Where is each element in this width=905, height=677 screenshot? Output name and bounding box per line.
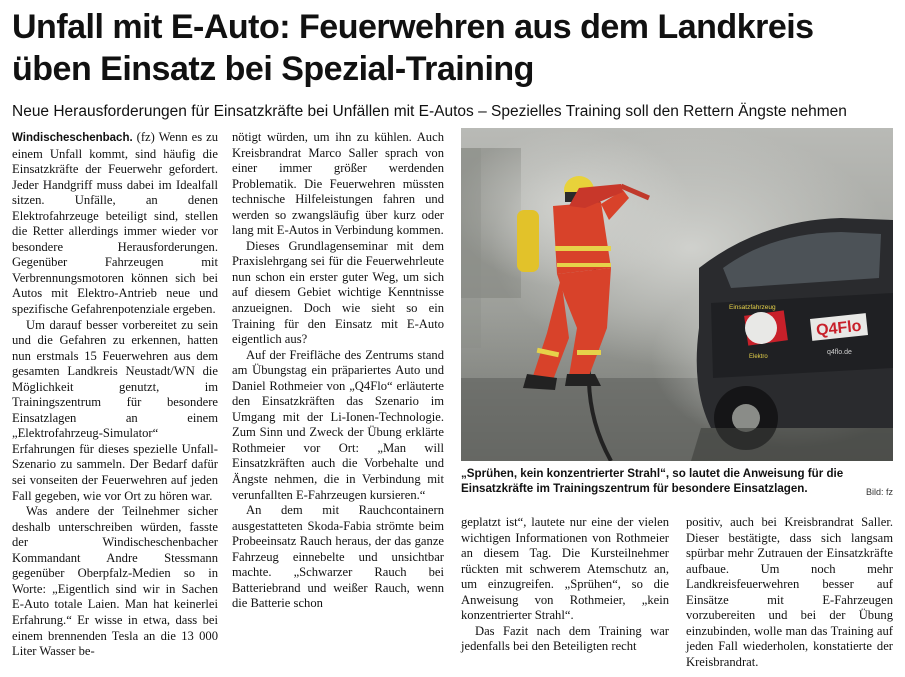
paragraph: Auf der Freifläche des Zentrums stand am Übungstag ein präpariertes Auto und Daniel Rothmeier von „Q4Flo“ erläuterte den Einsatzkräften das Szenario im Umgang mit der Li-Ionen-Technologie. Zum Sinn und Zweck der Übung erklärte Rothmeier vor Ort: „Man will Einsatzkräften auch die Vorbehalte und Ängste nehmen, die in Verbindung mit verunfallten E-Fahrzeugen kursieren.“ xyxy=(232,347,444,502)
car-side-text-2: Elektro xyxy=(749,354,768,360)
photo-credit: Bild: fz xyxy=(865,487,893,497)
article-column-2 xyxy=(232,130,444,612)
firefighter-photo-icon xyxy=(461,128,893,461)
article-photo xyxy=(461,128,893,461)
car-brand-text: Q4Flo xyxy=(815,317,863,340)
article-column-1 xyxy=(12,130,218,660)
paragraph: Dieses Grundlagenseminar mit dem Praxislehrgang sei für die Feuerwehrleute nun schon ein erster guter Weg, um sich auf diesem Gebiet wichtige Kenntnisse anzueignen. Doch wie sieht so ein Training für den Einsatz mit E-Auto eigentlich aus? xyxy=(232,238,444,347)
paragraph: Das Fazit nach dem Training war jedenfalls bei den Beteiligten recht xyxy=(461,623,669,654)
paragraph: Was andere der Teilnehmer sicher deshalb unterschreiben würden, fasste der Windischeschenbacher Kommandant Andre Stessmann gegenüber Oberpfalz-Medien so in Worte: „Eigentlich sind wir in Sachen E-Auto totale Laien. Man hat keinerlei Erfahrung.“ Er wisse in etwa, dass bei einem brennenden Tesla an die 13 000 Liter Wasser be- xyxy=(12,504,218,659)
subheadline: Neue Herausforderungen für Einsatzkräfte bei Unfällen mit E-Autos – Spezielles Training soll den Rettern Ängste nehmen xyxy=(12,103,847,120)
paragraph: Um darauf besser vorbereitet zu sein und die Gefahren zu erkennen, hatten nun erstmals 15 Feuerwehren aus dem gesamten Landkreis Neustadt/WN die Möglichkeit genutzt, im Trainingszentrum für besondere Einsatzlagen an einem „Elektrofahrzeug-Simulator“ Erfahrungen für dieses spezielle Unfall-Szenario zu sammeln. Der Bedarf dafür sei vonseiten der Feuerwehren auf jeden Fall gegeben, wie vor Ort zu hören war. xyxy=(12,317,218,503)
paragraph: positiv, auch bei Kreisbrandrat Saller. Dieser bestätigte, dass sich langsam spürbar mehr Zutrauen der Einsatzkräfte aufbaue. Um noch mehr Landkreisfeuerwehren besser auf Einsätze mit E-Fahrzeugen vorzubereiten und bei der Übung einzubinden, wolle man das Training auf jeden Fall wiederholen, konstatierte der Kreisbrandrat. xyxy=(686,515,893,669)
paragraph: An dem mit Rauchcontainern ausgestatteten Skoda-Fabia strömte beim Probeeinsatz Rauch heraus, der das ganze Fahrzeug einnebelte und unsichtbar machte. „Schwarzer Rauch bei Batteriebrand und weißer Rauch, wenn die Batterie schon xyxy=(232,503,444,611)
car-brand-small-text: q4flo.de xyxy=(827,349,852,356)
car-side-text: Einsatzfahrzeug xyxy=(729,304,776,311)
paragraph: geplatzt ist“, lautete nur eine der vielen wichtigen Informationen von Rothmeier an diesem Tag. Die Kursteilnehmer rückten mit schwerem Atemschutz an, um einzugreifen. „Sprühen“, so die Anweisung von Rothmeier, „kein konzentrierter Strahl“. xyxy=(461,515,669,623)
headline xyxy=(12,6,897,90)
paragraph: (fz) Wenn es zu einem Unfall kommt, sind häufig die Einsatzkräfte der Feuerwehr gefordert. Jeder Handgriff muss dabei im Idealfall sitzen. Unfälle, an denen Elektrofahrzeuge beteiligt sind, stellen die Retter allerdings immer wieder vor besondere Herausforderungen. Gegenüber Fahrzeugen mit Verbrennungsmotoren können sich bei Autos mit Elektro-Antrieb neue und spezifische Gefahrenpotenziale ergeben. xyxy=(12,130,218,317)
article-column-3 xyxy=(461,515,669,655)
article-column-4 xyxy=(686,515,893,670)
dateline: Windischeschenbach. xyxy=(12,132,133,144)
headline-line-2: üben Einsatz bei Spezial-Training xyxy=(12,50,534,88)
headline-line-1: Unfall mit E-Auto: Feuerwehren aus dem Landkreis xyxy=(12,8,814,46)
photo-caption: „Sprühen, kein konzentrierter Strahl“, so lautet die Anweisung für die Einsatzkräfte im Trainingszentrum für besondere Einsatzlagen. xyxy=(461,467,844,495)
paragraph: nötigt würden, um ihn zu kühlen. Auch Kreisbrandrat Marco Saller sprach von einer immer größer werdenden Problematik. Die Feuerwehren müssten technische Hilfeleistungen fahren und werden so zwangsläufig über kurz oder lang mit E-Autos in Verbindung kommen. xyxy=(232,130,444,238)
